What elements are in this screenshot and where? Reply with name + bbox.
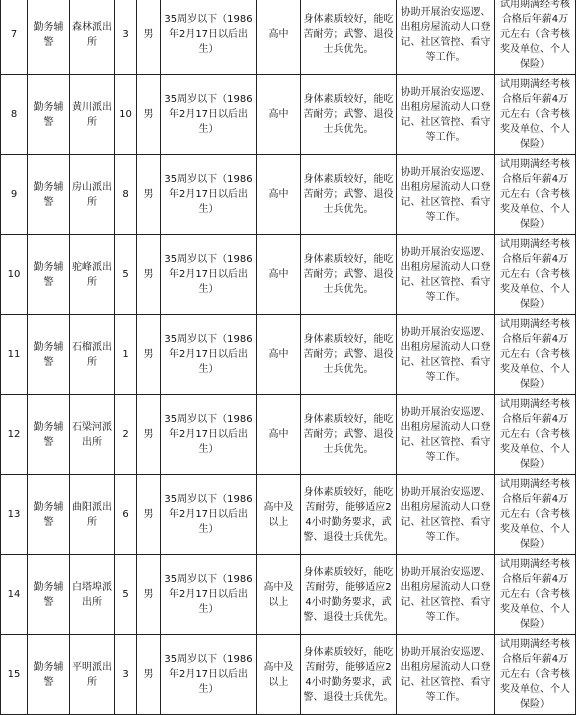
age-requirement: 35周岁以下（1986年2月17日以后出生） [161,555,257,635]
post-name: 勤务辅警 [28,475,70,555]
gender: 男 [137,75,161,155]
other-requirements: 身体素质较好，能吃苦耐劳；武警、退役士兵优先。 [301,0,397,75]
salary-benefits: 试用期满经考核合格后年薪4万元左右（含考核奖及单位、个人保险） [495,155,576,235]
post-name: 勤务辅警 [28,395,70,475]
education-requirement: 高中 [257,235,301,315]
post-name: 勤务辅警 [28,155,70,235]
row-number: 12 [1,395,28,475]
table-row [1,555,576,635]
education-requirement: 高中 [257,0,301,75]
unit-name: 驼峰派出所 [70,235,115,315]
age-requirement: 35周岁以下（1986年2月17日以后出生） [161,475,257,555]
unit-name: 石榴派出所 [70,315,115,395]
gender: 男 [137,635,161,715]
age-requirement: 35周岁以下（1986年2月17日以后出生） [161,155,257,235]
job-duties: 协助开展治安巡逻、出租房屋流动人口登记、社区管控、看守等工作。 [397,395,495,475]
education-requirement: 高中及以上 [257,555,301,635]
other-requirements: 身体素质较好，能吃苦耐劳；武警、退役士兵优先。 [301,235,397,315]
education-requirement: 高中及以上 [257,475,301,555]
salary-benefits: 试用期满经考核合格后年薪4万元左右（含考核奖及单位、个人保险） [495,635,576,715]
row-number: 15 [1,635,28,715]
post-name: 勤务辅警 [28,235,70,315]
post-name: 勤务辅警 [28,315,70,395]
age-requirement: 35周岁以下（1986年2月17日以后出生） [161,315,257,395]
headcount: 8 [115,155,137,235]
table-row [1,0,576,75]
headcount: 5 [115,555,137,635]
education-requirement: 高中 [257,395,301,475]
other-requirements: 身体素质较好，能吃苦耐劳，能够适应24小时勤务要求，武警、退役士兵优先。 [301,555,397,635]
education-requirement: 高中及以上 [257,635,301,715]
age-requirement: 35周岁以下（1986年2月17日以后出生） [161,0,257,75]
unit-name: 石梁河派出所 [70,395,115,475]
age-requirement: 35周岁以下（1986年2月17日以后出生） [161,635,257,715]
job-duties: 协助开展治安巡逻、出租房屋流动人口登记、社区管控、看守等工作。 [397,155,495,235]
post-name: 勤务辅警 [28,0,70,75]
unit-name: 平明派出所 [70,635,115,715]
row-number: 14 [1,555,28,635]
age-requirement: 35周岁以下（1986年2月17日以后出生） [161,75,257,155]
post-name: 勤务辅警 [28,635,70,715]
other-requirements: 身体素质较好，能吃苦耐劳；武警、退役士兵优先。 [301,395,397,475]
gender: 男 [137,555,161,635]
age-requirement: 35周岁以下（1986年2月17日以后出生） [161,395,257,475]
salary-benefits: 试用期满经考核合格后年薪4万元左右（含考核奖及单位、个人保险） [495,0,576,75]
education-requirement: 高中 [257,315,301,395]
gender: 男 [137,395,161,475]
gender: 男 [137,315,161,395]
post-name: 勤务辅警 [28,555,70,635]
unit-name: 房山派出所 [70,155,115,235]
other-requirements: 身体素质较好，能吃苦耐劳，能够适应24小时勤务要求，武警、退役士兵优先。 [301,475,397,555]
table-row [1,635,576,715]
education-requirement: 高中 [257,75,301,155]
headcount: 5 [115,235,137,315]
education-requirement: 高中 [257,155,301,235]
salary-benefits: 试用期满经考核合格后年薪4万元左右（含考核奖及单位、个人保险） [495,75,576,155]
other-requirements: 身体素质较好，能吃苦耐劳；武警、退役士兵优先。 [301,315,397,395]
table-row [1,395,576,475]
headcount: 3 [115,0,137,75]
job-duties: 协助开展治安巡逻、出租房屋流动人口登记、社区管控、看守等工作。 [397,555,495,635]
salary-benefits: 试用期满经考核合格后年薪4万元左右（含考核奖及单位、个人保险） [495,395,576,475]
row-number: 13 [1,475,28,555]
job-duties: 协助开展治安巡逻、出租房屋流动人口登记、社区管控、看守等工作。 [397,635,495,715]
table-row [1,315,576,395]
unit-name: 森林派出所 [70,0,115,75]
age-requirement: 35周岁以下（1986年2月17日以后出生） [161,235,257,315]
gender: 男 [137,235,161,315]
salary-benefits: 试用期满经考核合格后年薪4万元左右（含考核奖及单位、个人保险） [495,475,576,555]
headcount: 6 [115,475,137,555]
unit-name: 白塔埠派出所 [70,555,115,635]
table-row [1,75,576,155]
unit-name: 曲阳派出所 [70,475,115,555]
row-number: 10 [1,235,28,315]
gender: 男 [137,0,161,75]
row-number: 11 [1,315,28,395]
salary-benefits: 试用期满经考核合格后年薪4万元左右（含考核奖及单位、个人保险） [495,555,576,635]
job-duties: 协助开展治安巡逻、出租房屋流动人口登记、社区管控、看守等工作。 [397,0,495,75]
other-requirements: 身体素质较好，能吃苦耐劳；武警、退役士兵优先。 [301,75,397,155]
headcount: 2 [115,395,137,475]
row-number: 7 [1,0,28,75]
salary-benefits: 试用期满经考核合格后年薪4万元左右（含考核奖及单位、个人保险） [495,235,576,315]
unit-name: 黄川派出所 [70,75,115,155]
job-duties: 协助开展治安巡逻、出租房屋流动人口登记、社区管控、看守等工作。 [397,315,495,395]
headcount: 3 [115,635,137,715]
table-row [1,475,576,555]
gender: 男 [137,475,161,555]
job-duties: 协助开展治安巡逻、出租房屋流动人口登记、社区管控、看守等工作。 [397,475,495,555]
post-name: 勤务辅警 [28,75,70,155]
headcount: 1 [115,315,137,395]
row-number: 8 [1,75,28,155]
table-body [1,0,576,715]
table-row [1,155,576,235]
other-requirements: 身体素质较好，能吃苦耐劳，能够适应24小时勤务要求，武警、退役士兵优先。 [301,635,397,715]
row-number: 9 [1,155,28,235]
job-duties: 协助开展治安巡逻、出租房屋流动人口登记、社区管控、看守等工作。 [397,235,495,315]
salary-benefits: 试用期满经考核合格后年薪4万元左右（含考核奖及单位、个人保险） [495,315,576,395]
job-duties: 协助开展治安巡逻、出租房屋流动人口登记、社区管控、看守等工作。 [397,75,495,155]
headcount: 10 [115,75,137,155]
gender: 男 [137,155,161,235]
other-requirements: 身体素质较好，能吃苦耐劳；武警、退役士兵优先。 [301,155,397,235]
table-row [1,235,576,315]
